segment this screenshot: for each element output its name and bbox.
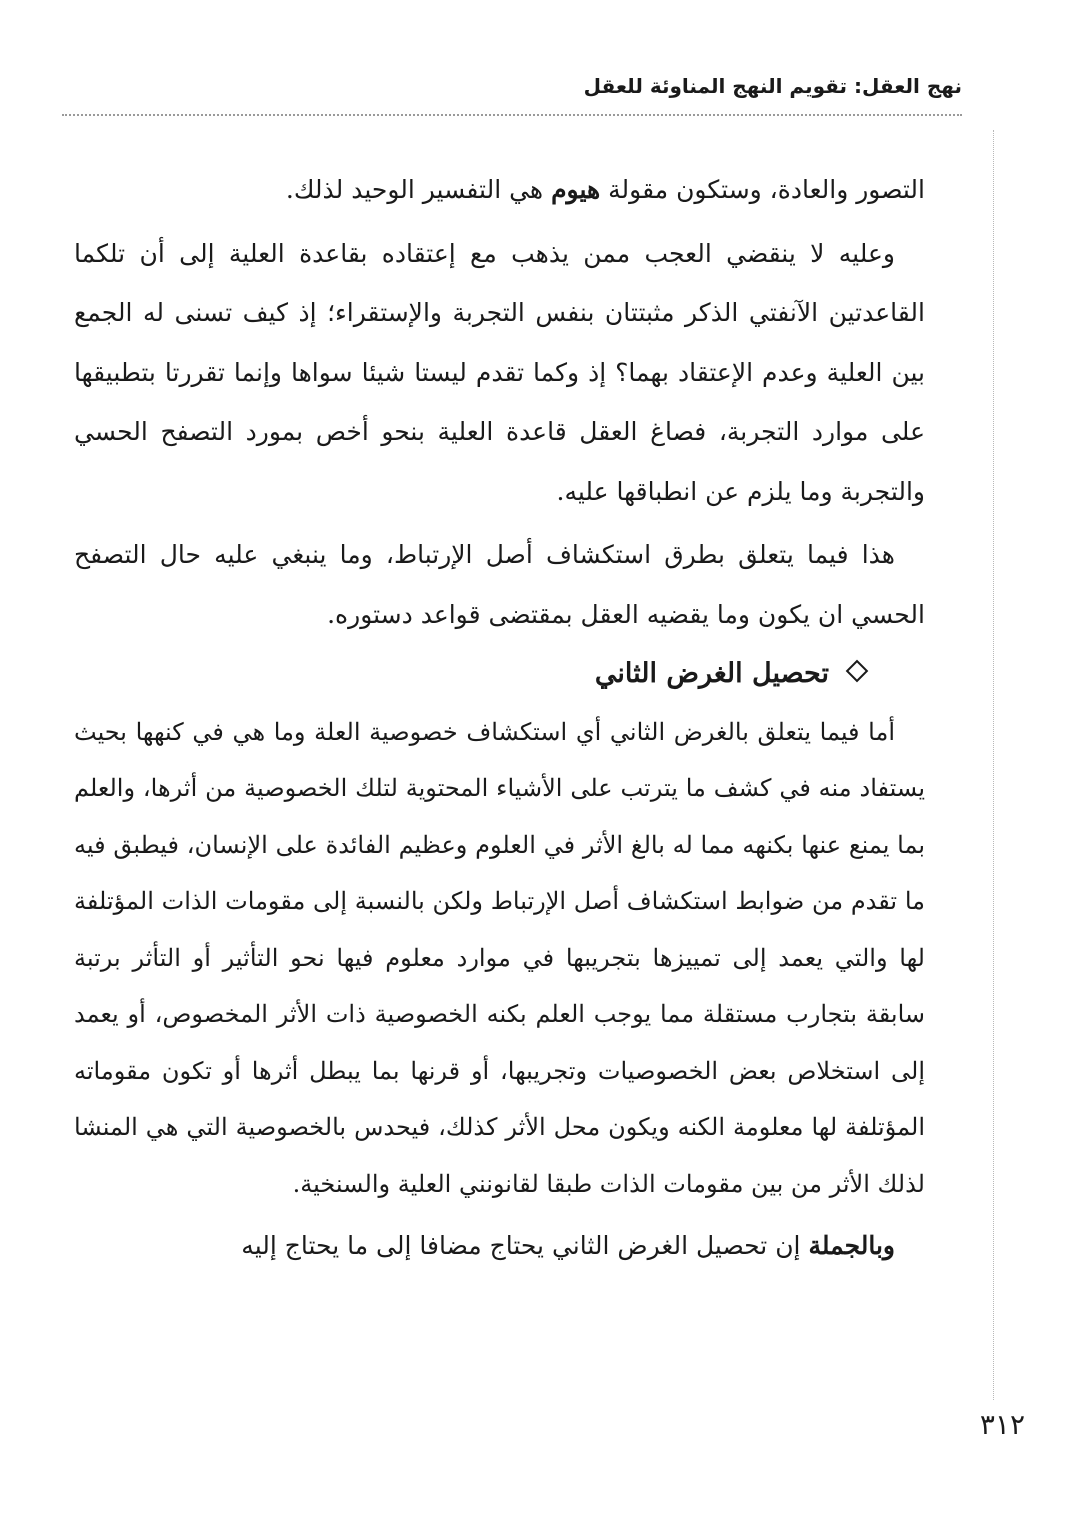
page-number: ٣١٢ [979, 1408, 1025, 1441]
paragraph-1: التصور والعادة، وستكون مقولة هيوم هي التفسير الوحيد لذلك. [285, 175, 925, 204]
page-body [74, 160, 925, 1276]
bold-name: هيوم [551, 175, 601, 204]
running-header-title: نهج العقل: تقويم النهج المناوئة للعقل [583, 74, 962, 98]
diamond-bullet-icon [846, 660, 869, 683]
paragraph-2: وعليه لا ينقضي العجب ممن يذهب مع إعتقاده بقاعدة العلية إلى أن تلكما القاعدتين الآنفتي الذكر مثبتتان بنفس التجربة والإستقراء؛ إذ كيف تسنى له الجمع بين العلية وعدم الإعتقاد بهما؟ إذ وكما تقدم ليستا شيئا سواها وإنما تقررتا بتطبيقها على موارد التجربة، فصاغ العقل قاعدة العلية بنحو أخص بمورد التصفح الحسي والتجربة وما يلزم عن انطباقها عليه. [74, 238, 925, 506]
paragraph-4: أما فيما يتعلق بالغرض الثاني أي استكشاف خصوصية العلة وما هي في كنهها بحيث يستفاد منه في كشف ما يترتب على الأشياء المحتوية لتلك الخصوصية من أثرها، والعلم بما يمنع عنها بكنهه مما له بالغ الأثر في العلوم وعظيم الفائدة على الإنسان، فيطبق فيه ما تقدم من ضوابط استكشاف أصل الإرتباط ولكن بالنسبة إلى مقومات الذات المؤتلفة لها والتي يعمد إلى تمييزها بتجريبها في موارد معلوم فيها نحو التأثير أو التأثر برتبة سابقة بتجارب مستقلة مما يوجب العلم بكنه الخصوصية ذات الأثر المخصوص، أو يعمد إلى استخلاص بعض الخصوصيات وتجريبها، أو قرنها بما يبطل أثرها أو تكون مقوماته المؤتلفة لها معلومة الكنه ويكون محل الأثر كذلك، فيحدس بالخصوصية التي هي المنشا لذلك الأثر من بين مقومات الذات طبقا لقانونني العلية والسنخية. [74, 717, 925, 1198]
paragraph-3: هذا فيما يتعلق بطرق استكشاف أصل الإرتباط، وما ينبغي عليه حال التصفح الحسي ان يكون وما يقضيه العقل بمقتضى قواعد دستوره. [74, 540, 925, 629]
running-header [62, 70, 962, 114]
bold-phrase: وبالجملة [808, 1231, 895, 1260]
margin-dotted-rule [993, 130, 994, 1400]
header-dotted-rule [62, 114, 962, 116]
section-heading [74, 644, 925, 704]
paragraph-5: وبالجملة إن تحصيل الغرض الثاني يحتاج مضافا إلى ما يحتاج إليه [241, 1231, 895, 1260]
section-heading-text: تحصيل الغرض الثاني [594, 658, 829, 689]
